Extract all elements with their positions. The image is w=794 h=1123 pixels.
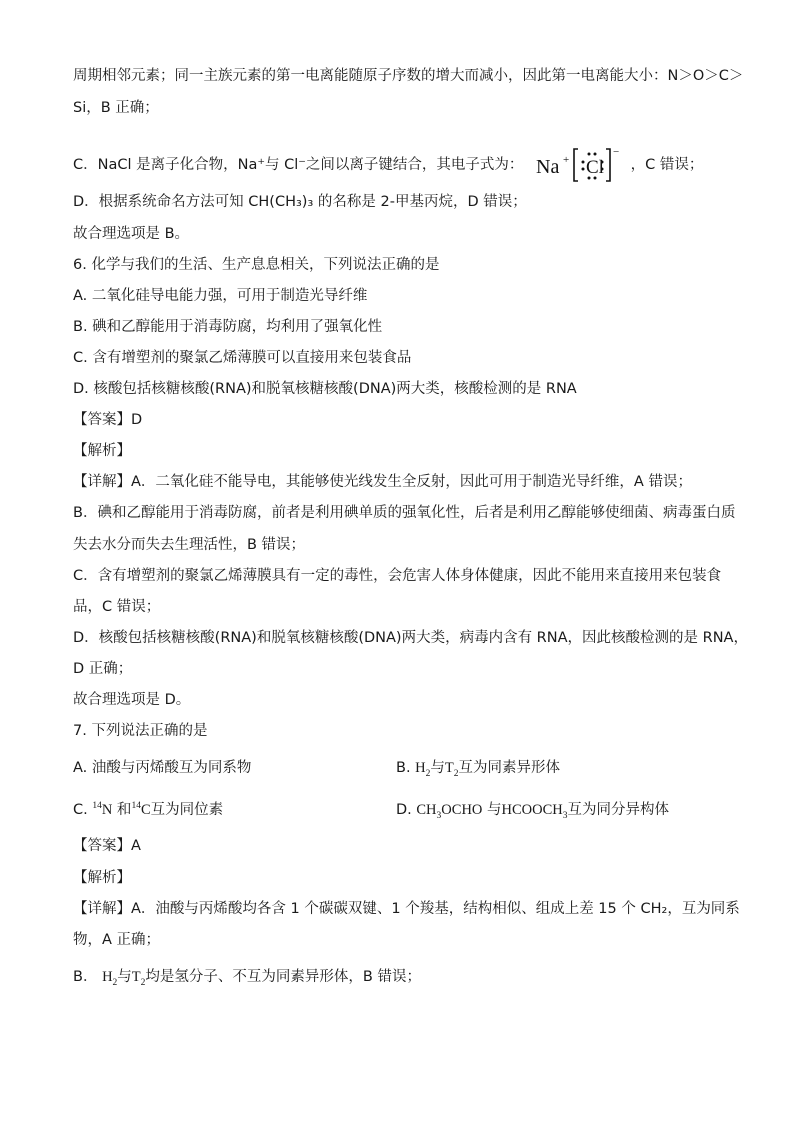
- question-6-option-a: A. 二氧化硅导电能力强，可用于制造光导纤维: [73, 288, 368, 304]
- subscript: 3: [436, 810, 442, 821]
- text-line: [73, 145, 703, 185]
- subscript: 2: [140, 977, 146, 988]
- text-line: 【详解】A．二氧化硅不能导电，其能够使光线发生全反射，因此可用于制造光导纤维，A 错误；: [73, 474, 692, 490]
- text-segment: 与: [117, 969, 132, 985]
- subscript: 2: [112, 977, 118, 988]
- question-7-option-d: [396, 800, 669, 820]
- text-line: 品，C 错误；: [73, 599, 161, 615]
- formula-plus: +: [563, 154, 570, 166]
- text-line: 故合理选项是 B。: [73, 226, 190, 242]
- answer-label: 【答案】A: [73, 838, 141, 854]
- formula-cl: Cl: [586, 157, 604, 178]
- text-line: D．根据系统命名方法可知 CH(CH₃)₃ 的名称是 2-甲基丙烷，D 错误；: [73, 194, 527, 210]
- text-line: 物，A 正确；: [73, 932, 161, 948]
- chem-formula: CH: [416, 802, 437, 818]
- text-line: 周期相邻元素；同一主族元素的第一电离能随原子序数的增大而减小，因此第一电离能大小：N＞O＞C＞: [73, 68, 744, 84]
- text-segment: 互为同素异形体: [458, 760, 561, 776]
- question-7-option-b: [396, 758, 560, 778]
- formula-na: Na: [536, 156, 560, 178]
- text-segment: 互为同位素: [150, 802, 224, 818]
- chem-symbol: T: [131, 969, 141, 985]
- electron-formula-nacl: [534, 145, 626, 185]
- text-segment: 与: [430, 760, 445, 776]
- text-segment: 互为同分异构体: [567, 802, 669, 818]
- text-segment: 均是氢分子、不互为同素异形体，B 错误；: [145, 969, 421, 985]
- chem-symbol: C: [140, 802, 151, 818]
- subscript: 3: [562, 810, 568, 821]
- option-prefix: C.: [73, 802, 93, 818]
- chem-symbol: H: [102, 969, 113, 985]
- superscript: 14: [92, 801, 102, 812]
- text-line: D 正确；: [73, 661, 133, 677]
- subscript: 2: [453, 768, 459, 779]
- option-prefix: B.: [396, 760, 416, 776]
- text-line: 故合理选项是 D。: [73, 692, 191, 708]
- subscript: 2: [425, 768, 431, 779]
- question-7-option-c: [73, 800, 223, 820]
- analysis-label: 【解析】: [73, 870, 131, 886]
- question-6-option-c: C. 含有增塑剂的聚氯乙烯薄膜可以直接用来包装食品: [73, 350, 412, 366]
- text-line: Si，B 正确；: [73, 100, 159, 116]
- superscript: 14: [131, 801, 141, 812]
- text-segment: C．NaCl 是离子化合物，Na⁺与 Cl⁻之间以离子键结合，其电子式为：: [73, 157, 524, 173]
- formula-minus: −: [613, 146, 620, 158]
- chem-formula: HCOOCH: [501, 802, 563, 818]
- question-6-option-d: D. 核酸包括核糖核酸(RNA)和脱氧核糖核酸(DNA)两大类，核酸检测的是 RNA: [73, 381, 577, 397]
- question-6-stem: 6. 化学与我们的生活、生产息息相关，下列说法正确的是: [73, 257, 440, 273]
- right-bracket: [606, 149, 610, 181]
- chem-symbol: N: [101, 802, 113, 818]
- text-segment: ，C 错误；: [630, 157, 704, 173]
- text-line: B．碘和乙醇能用于消毒防腐，前者是利用碘单质的强氧化性，后者是利用乙醇能够使细菌、病毒蛋白质: [73, 505, 736, 521]
- text-segment: 和: [112, 802, 132, 818]
- text-line: C．含有增塑剂的聚氯乙烯薄膜具有一定的毒性，会危害人体身体健康，因此不能用来直接用来包装食: [73, 568, 722, 584]
- chem-symbol: H: [415, 760, 426, 776]
- chem-symbol: T: [444, 760, 454, 776]
- question-6-option-b: B. 碘和乙醇能用于消毒防腐，均利用了强氧化性: [73, 319, 383, 335]
- text-line: 失去水分而失去生理活性，B 错误；: [73, 537, 306, 553]
- electron-formula-graphic: [534, 145, 626, 185]
- answer-label: 【答案】D: [73, 412, 143, 428]
- text-segment: 与: [482, 802, 502, 818]
- left-bracket: [574, 149, 578, 181]
- analysis-label: 【解析】: [73, 443, 131, 459]
- chem-formula: OCHO: [441, 802, 483, 818]
- text-line: D．核酸包括核糖核酸(RNA)和脱氧核糖核酸(DNA)两大类，病毒内含有 RNA，因此核酸检测的是 RNA，: [73, 630, 748, 646]
- text-line: [73, 967, 421, 987]
- text-line: 【详解】A．油酸与丙烯酸均各含 1 个碳碳双键、1 个羧基，结构相似、组成上差 15 个 CH₂，互为同系: [73, 901, 740, 917]
- option-prefix: D.: [396, 802, 417, 818]
- question-7-stem: 7. 下列说法正确的是: [73, 723, 208, 739]
- option-prefix: B．: [73, 969, 103, 985]
- question-7-option-a: A. 油酸与丙烯酸互为同系物: [73, 760, 252, 776]
